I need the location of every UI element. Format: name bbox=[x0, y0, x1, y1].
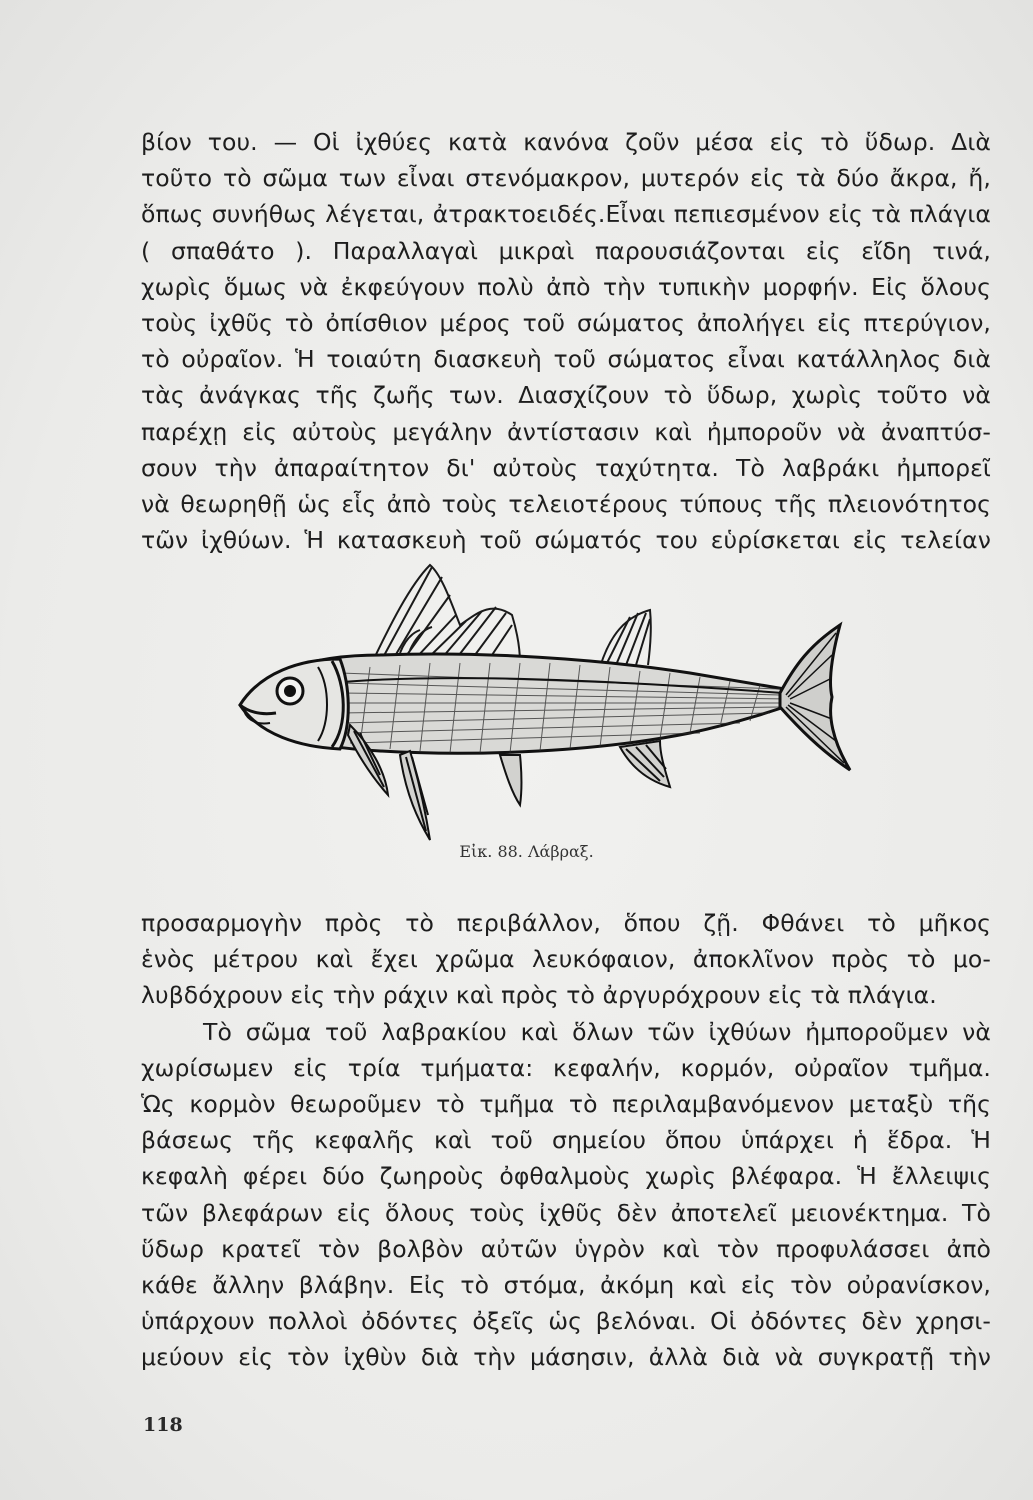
text-line: χωρίσωμεν εἰς τρία τμήματα: κεφαλήν, κορμόν, οὐραῖον τμῆμα. bbox=[141, 1053, 991, 1082]
text-line: κεφαλὴ φέρει δύο ζωηροὺς ὀφθαλμοὺς χωρὶς βλέφαρα. Ἡ ἔλλειψις bbox=[141, 1162, 991, 1191]
pelvic-fin bbox=[400, 751, 430, 840]
bottom-text bbox=[141, 905, 991, 1375]
text-line: τοὺς ἰχθῦς τὸ ὀπίσθιον μέρος τοῦ σώματος ἀπολήγει εἰς πτερύγιον, bbox=[141, 308, 991, 337]
text-line: ὑπάρχουν πολλοὶ ὀδόντες ὀξεῖς ὡς βελόναι. Οἱ ὀδόντες δὲν χρησι- bbox=[141, 1307, 991, 1336]
dorsal-fin-spiny bbox=[370, 565, 520, 667]
text-line: βίον του. — Οἱ ἰχθύες κατὰ κανόνα ζοῦν μέσα εἰς τὸ ὕδωρ. Διὰ bbox=[141, 128, 991, 156]
page-number: 118 bbox=[143, 1414, 183, 1436]
figure-caption: Εἰκ. 88. Λάβραξ. bbox=[459, 842, 594, 861]
tail-fin bbox=[780, 625, 850, 770]
sea-bass-fish-illustration bbox=[220, 555, 860, 855]
anal-fin bbox=[620, 741, 670, 787]
text-line: ὅπως συνήθως λέγεται, ἀτρακτοειδές.Εἶναι πεπιεσμένον εἰς τὰ πλάγια bbox=[141, 200, 991, 229]
text-line: τῶν ἰχθύων. Ἡ κατασκευὴ τοῦ σώματός του εὑρίσκεται εἰς τελείαν bbox=[141, 526, 991, 555]
text-line: ἑνὸς μέτρου καὶ ἔχει χρῶμα λευκόφαιον, ἀποκλῖνον πρὸς τὸ μο- bbox=[141, 945, 991, 974]
text-line: λυβδόχρουν εἰς τὴν ράχιν καὶ πρὸς τὸ ἀργυρόχρουν εἰς τὰ πλάγια. bbox=[141, 981, 937, 1010]
text-line: τῶν βλεφάρων εἰς ὅλους τοὺς ἰχθῦς δὲν ἀποτελεῖ μειονέκτημα. Τὸ bbox=[141, 1198, 991, 1227]
text-line: τὸ οὐραῖον. Ἡ τοιαύτη διασκευὴ τοῦ σώματος εἶναι κατάλληλος διὰ bbox=[141, 345, 991, 374]
text-line: Ὡς κορμὸν θεωροῦμεν τὸ τμῆμα τὸ περιλαμβανόμενον μεταξὺ τῆς bbox=[141, 1089, 991, 1118]
text-line: Τὸ σῶμα τοῦ λαβρακίου καὶ ὅλων τῶν ἰχθύων ἠμποροῦμεν νὰ bbox=[203, 1017, 991, 1046]
text-line: νὰ θεωρηθῇ ὡς εἷς ἀπὸ τοὺς τελειοτέρους τύπους τῆς πλειονότητος bbox=[141, 489, 991, 518]
dorsal-fin-soft bbox=[600, 610, 651, 667]
text-line: χωρὶς ὅμως νὰ ἐκφεύγουν πολὺ ἀπὸ τὴν τυπικὴν μορφήν. Εἰς ὅλους bbox=[141, 272, 991, 301]
top-paragraph bbox=[141, 124, 991, 558]
text-line: τὰς ἀνάγκας τῆς ζωῆς των. Διασχίζουν τὸ ὕδωρ, χωρὶς τοῦτο νὰ bbox=[141, 381, 991, 410]
text-line: ὕδωρ κρατεῖ τὸν βολβὸν αὐτῶν ὑγρὸν καὶ τὸν προφυλάσσει ἀπὸ bbox=[141, 1234, 991, 1263]
text-line: κάθε ἄλλην βλάβην. Εἰς τὸ στόμα, ἀκόμη καὶ εἰς τὸν οὐρανίσκον, bbox=[141, 1270, 991, 1299]
text-line: βάσεως τῆς κεφαλῆς καὶ τοῦ σημείου ὅπου ὑπάρχει ἡ ἕδρα. Ἡ bbox=[141, 1126, 991, 1155]
text-line: παρέχῃ εἰς αὐτοὺς μεγάλην ἀντίστασιν καὶ ἠμποροῦν νὰ ἀναπτύσ- bbox=[141, 417, 991, 446]
text-line: τοῦτο τὸ σῶμα των εἶναι στενόμακρον, μυτερόν εἰς τὰ δύο ἄκρα, ἤ, bbox=[141, 164, 991, 193]
belly-fin bbox=[500, 755, 522, 805]
text-line: ( σπαθάτο ). Παραλλαγαὶ μικραὶ παρουσιάζονται εἰς εἴδη τινά, bbox=[141, 236, 991, 265]
text-line: σουν τὴν ἀπαραίτητον δι' αὐτοὺς ταχύτητα. Τὸ λαβράκι ἠμπορεῖ bbox=[141, 453, 991, 482]
text-line: μεύουν εἰς τὸν ἰχθὺν διὰ τὴν μάσησιν, ἀλλὰ διὰ νὰ συγκρατῇ τὴν bbox=[141, 1343, 991, 1372]
text-line: προσαρμογὴν πρὸς τὸ περιβάλλον, ὅπου ζῇ. Φθάνει τὸ μῆκος bbox=[141, 909, 991, 937]
